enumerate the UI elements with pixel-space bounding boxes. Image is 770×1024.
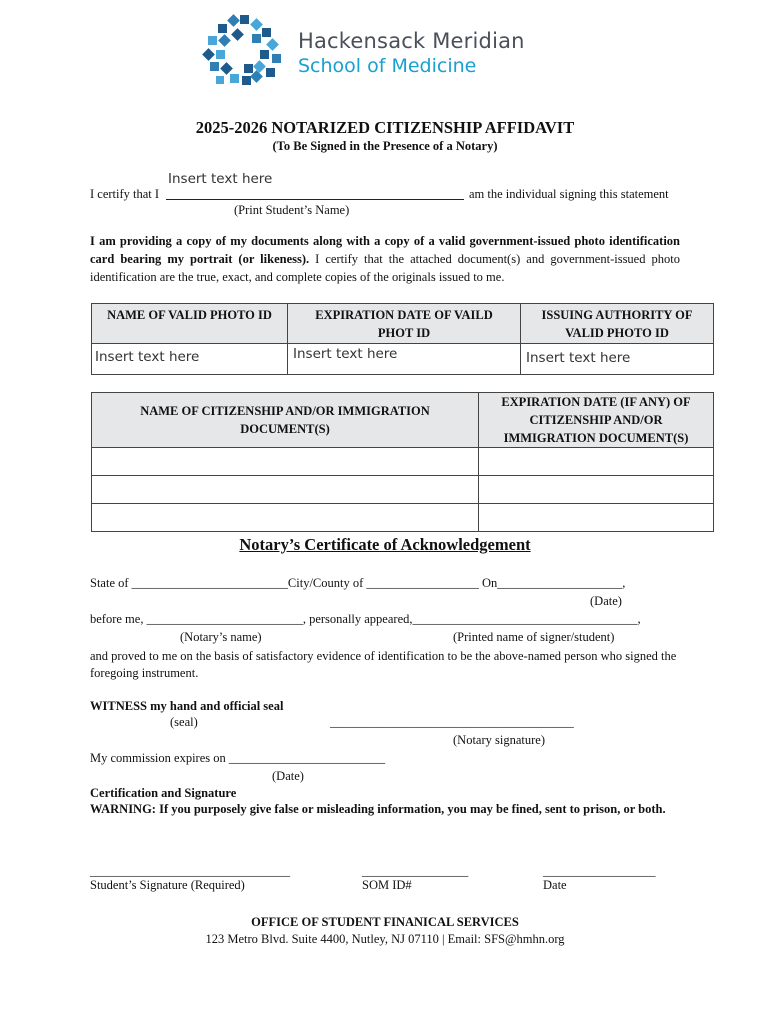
student-name-input[interactable]: Insert text here [168, 171, 273, 187]
citizenship-row-3-expiration-cell[interactable] [479, 504, 714, 532]
citizenship-row-1-expiration-cell[interactable] [479, 448, 714, 476]
header-citizenship-document-name: NAME OF CITIZENSHIP AND/OR IMMIGRATION DOCUMENT(S) [92, 393, 479, 448]
statement-normal: I certify that the attached document(s) and government-issued photo identification are the true, exact, and complete copies of the originals issued to me. [90, 252, 680, 284]
commission-expires-line: My commission expires on _________________________ [90, 751, 386, 765]
notary-certificate-title: Notary’s Certificate of Acknowledgement [239, 535, 531, 554]
school-logo [200, 14, 540, 92]
photo-id-table [91, 303, 714, 375]
photo-id-authority-input[interactable]: Insert text here [526, 350, 631, 366]
header-photo-id-expiration: EXPIRATION DATE OF VAILD PHOT ID [288, 304, 521, 344]
student-signature-label: Student’s Signature (Required) [90, 878, 245, 892]
citizenship-row-1-name-cell[interactable] [92, 448, 479, 476]
photo-id-expiration-input[interactable]: Insert text here [293, 346, 398, 362]
certify-suffix: am the individual signing this statement [469, 187, 669, 201]
logo-mark-icon [200, 14, 286, 90]
seal-caption: (seal) [170, 715, 198, 729]
page-subtitle: (To Be Signed in the Presence of a Notary) [272, 139, 498, 153]
photo-id-name-input[interactable]: Insert text here [95, 349, 200, 365]
som-id-label: SOM ID# [362, 878, 412, 892]
signer-name-caption: (Printed name of signer/student) [453, 630, 615, 644]
citizenship-row-2-name-cell[interactable] [92, 476, 479, 504]
notary-signature-caption: (Notary signature) [453, 733, 545, 747]
commission-date-caption: (Date) [272, 769, 304, 783]
statement-bold: I am providing a copy of my documents along with a copy of a valid government-issued photo identification card bearing my portrait (or likeness). [90, 234, 680, 266]
statement-paragraph [90, 232, 680, 286]
citizenship-row-2-expiration-cell[interactable] [479, 476, 714, 504]
page-title: 2025-2026 NOTARIZED CITIZENSHIP AFFIDAVIT [195, 118, 575, 137]
som-id-line[interactable]: _________________ [362, 864, 469, 878]
footer-address: 123 Metro Blvd. Suite 4400, Nutley, NJ 07110 | Email: SFS@hmhn.org [205, 932, 565, 946]
notary-before-line: before me, _________________________, personally appeared,____________________________________, [90, 612, 641, 626]
footer-office: OFFICE OF STUDENT FINANICAL SERVICES [251, 915, 519, 929]
certification-heading: Certification and Signature [90, 786, 237, 800]
header-photo-id-name: NAME OF VALID PHOTO ID [92, 304, 288, 344]
header-citizenship-document-expiration: EXPIRATION DATE (IF ANY) OF CITIZENSHIP AND/OR IMMIGRATION DOCUMENT(S) [479, 393, 714, 448]
notary-date-caption: (Date) [590, 594, 622, 608]
print-name-caption: (Print Student’s Name) [234, 203, 350, 217]
notary-signature-line: _______________________________________ [330, 715, 574, 729]
header-photo-id-authority: ISSUING AUTHORITY OF VALID PHOTO ID [521, 304, 714, 344]
notary-name-caption: (Notary’s name) [180, 630, 262, 644]
date-line[interactable]: __________________ [543, 864, 656, 878]
student-signature-line[interactable]: ________________________________ [90, 864, 290, 878]
logo-line-2: School of Medicine [298, 55, 477, 77]
warning-text: WARNING: If you purposely give false or misleading information, you may be fined, sent to prison, or both. [90, 802, 666, 816]
certify-prefix: I certify that I [90, 187, 160, 201]
notary-proved-text: and proved to me on the basis of satisfactory evidence of identification to be the above-named person who signed the foregoing instrument. [90, 649, 677, 680]
date-label: Date [543, 878, 567, 892]
citizenship-document-table [91, 392, 714, 532]
student-name-line [166, 199, 464, 200]
notary-state-line: State of _________________________City/County of __________________ On____________________, [90, 576, 626, 590]
witness-heading: WITNESS my hand and official seal [90, 699, 284, 713]
logo-line-1: Hackensack Meridian [298, 29, 525, 53]
citizenship-row-3-name-cell[interactable] [92, 504, 479, 532]
